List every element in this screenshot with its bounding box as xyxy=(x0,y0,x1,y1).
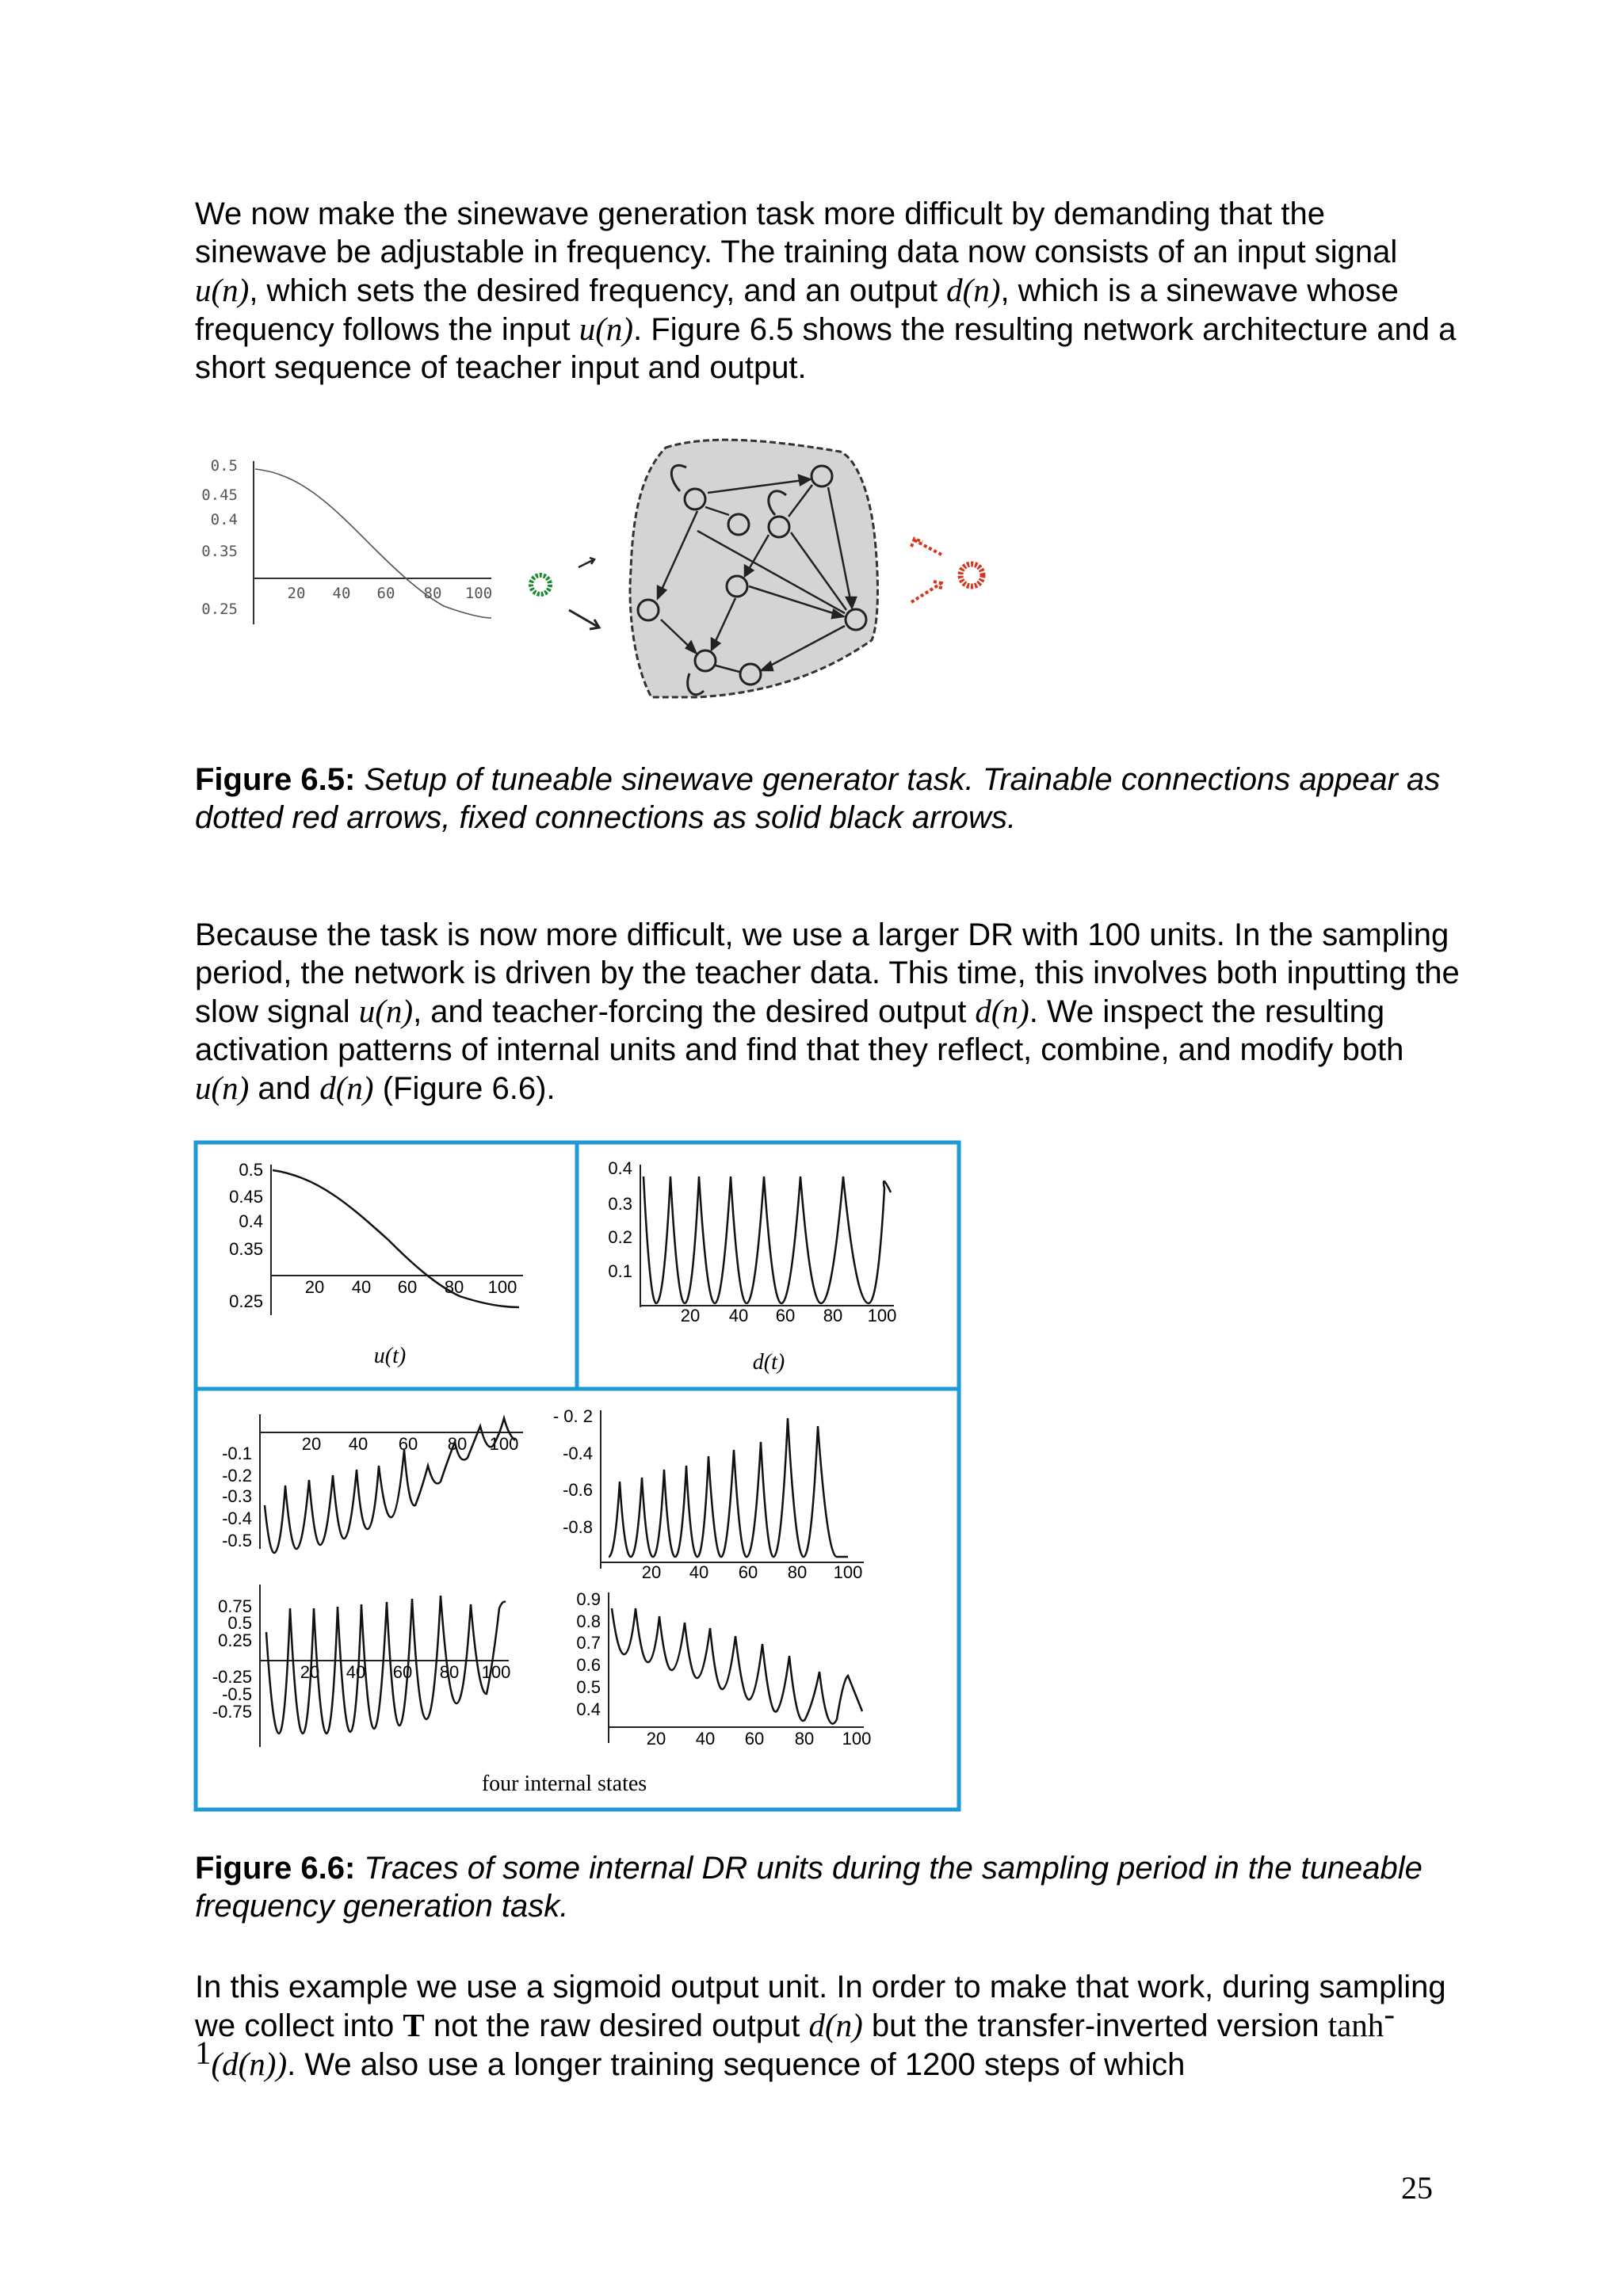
x-tick: 40 xyxy=(348,1434,369,1454)
x-tick: 60 xyxy=(775,1306,796,1325)
x-tick: 40 xyxy=(351,1277,372,1297)
panel-label-u: u(t) xyxy=(373,1344,407,1368)
trainable-arrow-icon xyxy=(915,540,941,555)
x-tick: 40 xyxy=(695,1729,716,1749)
y-tick: 0.5 xyxy=(239,1160,263,1180)
x-tick: 20 xyxy=(287,585,306,602)
y-tick: -0.25 xyxy=(212,1667,252,1687)
math-T: T xyxy=(403,2007,425,2043)
y-tick: 0.6 xyxy=(576,1655,601,1675)
x-tick: 60 xyxy=(744,1729,765,1749)
x-tick: 80 xyxy=(423,585,442,602)
math-u-n: u(n) xyxy=(195,272,250,308)
x-tick: 80 xyxy=(439,1662,460,1682)
text: Because the task is now more difficult, we use a larger DR with 100 units. In the sampling period, the network is driven by the teacher data. This time, this involves both inputting the slow signal xyxy=(195,917,1460,1029)
y-tick: -0.4 xyxy=(222,1508,252,1528)
y-tick: 0.2 xyxy=(608,1227,632,1247)
y-tick: 0.4 xyxy=(210,511,238,528)
reservoir xyxy=(630,440,877,697)
text: In this example we use a sigmoid output unit. In order to make that work, during sampling we collect into xyxy=(195,1970,1446,2043)
y-tick: -0.5 xyxy=(222,1684,252,1704)
x-tick: 100 xyxy=(867,1306,897,1325)
text: , which is a sinewave whose frequency follows the input xyxy=(195,273,1399,347)
panel-state-1 xyxy=(222,1414,523,1553)
panel-state-3 xyxy=(212,1585,511,1747)
x-tick: 20 xyxy=(301,1434,322,1454)
x-tick: 20 xyxy=(304,1277,325,1297)
x-tick: 60 xyxy=(376,585,395,602)
caption-text: Setup of tuneable sinewave generator task. Trainable connections appear as dotted red arrows, fixed connections as solid black arrows. xyxy=(195,762,1441,835)
x-tick: 100 xyxy=(487,1277,517,1297)
x-tick: 80 xyxy=(823,1306,843,1325)
caption-label: Figure 6.6: xyxy=(195,1851,356,1886)
x-tick: 100 xyxy=(833,1562,863,1582)
reservoir-shape xyxy=(630,440,877,697)
x-tick: 80 xyxy=(447,1434,468,1454)
paragraph-1 xyxy=(195,195,1463,387)
math-superscript: -1 xyxy=(195,1995,1395,2071)
trainable-connections xyxy=(911,539,941,602)
d-curve xyxy=(643,1177,891,1303)
math-u-n: u(n) xyxy=(195,1070,250,1106)
y-tick: -0.6 xyxy=(563,1480,593,1500)
fig65-input-plot xyxy=(201,457,492,624)
x-tick: 60 xyxy=(738,1562,758,1582)
text: (Figure 6.6). xyxy=(373,1071,556,1106)
output-unit-icon xyxy=(960,564,983,586)
text: , and teacher-forcing the desired output xyxy=(413,994,976,1029)
panel-u xyxy=(229,1160,523,1368)
y-tick: 0.5 xyxy=(227,1613,252,1633)
x-tick: 60 xyxy=(397,1277,418,1297)
x-tick: 40 xyxy=(346,1662,366,1682)
figure-6-5-caption xyxy=(195,761,1463,837)
math-d-n: d(n) xyxy=(808,2007,863,2043)
x-tick: 100 xyxy=(842,1729,872,1749)
y-tick: 0.75 xyxy=(218,1596,252,1616)
panel-state-4 xyxy=(576,1589,871,1749)
paragraph-3 xyxy=(195,1968,1463,2084)
math-u-n: u(n) xyxy=(579,311,634,347)
x-tick: 20 xyxy=(680,1306,701,1325)
text: but the transfer-inverted version xyxy=(862,2008,1328,2043)
input-arrow-down-icon xyxy=(569,610,599,629)
y-tick: 0.25 xyxy=(201,601,238,618)
y-tick: 0.8 xyxy=(576,1611,601,1631)
text: not the raw desired output xyxy=(424,2008,809,2043)
input-arrow-up-icon xyxy=(579,558,594,567)
trainable-arrow-icon xyxy=(911,583,941,602)
x-tick: 80 xyxy=(794,1729,815,1749)
page-number: 25 xyxy=(1401,2170,1433,2206)
y-tick: -0.3 xyxy=(222,1486,252,1506)
state-4-curve xyxy=(612,1608,862,1724)
text: , which sets the desired frequency, and an output xyxy=(249,273,947,308)
panel-state-2 xyxy=(553,1406,864,1582)
x-tick: 20 xyxy=(646,1729,666,1749)
y-tick: 0.9 xyxy=(576,1589,601,1609)
y-tick: 0.4 xyxy=(608,1158,632,1178)
x-tick: 40 xyxy=(689,1562,709,1582)
panel-label-d: d(t) xyxy=(752,1350,785,1375)
y-tick: -0.8 xyxy=(563,1517,593,1537)
x-tick: 100 xyxy=(489,1434,519,1454)
figure-6-6-caption xyxy=(195,1849,1463,1925)
y-tick: -0.75 xyxy=(212,1702,252,1722)
x-tick: 60 xyxy=(392,1662,413,1682)
figure-6-6 xyxy=(0,1133,1623,1822)
y-tick: 0.25 xyxy=(218,1630,252,1650)
y-tick: 0.3 xyxy=(608,1194,632,1214)
math-d-n: (d(n)) xyxy=(211,2046,288,2082)
y-tick: 0.45 xyxy=(229,1187,263,1207)
math-d-n: d(n) xyxy=(946,272,1001,308)
text: We now make the sinewave generation task more difficult by demanding that the sinewave be adjustable in frequency. The training data now consists of an input signal xyxy=(195,196,1398,269)
y-tick: 0.1 xyxy=(608,1261,632,1281)
y-tick: 0.5 xyxy=(210,457,238,475)
y-tick: -0.4 xyxy=(563,1444,593,1463)
text: . We inspect the resulting activation patterns of internal units and find that they reflect, combine, and modify both xyxy=(195,994,1404,1067)
y-tick: 0.35 xyxy=(229,1239,263,1259)
x-tick: 100 xyxy=(481,1662,511,1682)
y-tick: -0.1 xyxy=(222,1444,252,1463)
x-tick: 40 xyxy=(332,585,351,602)
y-tick: 0.35 xyxy=(201,543,238,560)
y-tick: 0.5 xyxy=(576,1677,601,1697)
state-2-curve xyxy=(609,1418,848,1557)
x-tick: 40 xyxy=(728,1306,749,1325)
math-tanh: tanh xyxy=(1327,2007,1384,2043)
caption-text: Traces of some internal DR units during the sampling period in the tuneable frequency generation task. xyxy=(195,1851,1423,1924)
y-tick: 0.4 xyxy=(576,1699,601,1719)
y-tick: 0.25 xyxy=(229,1291,263,1311)
x-tick: 60 xyxy=(398,1434,418,1454)
panel-label-internal-states: four internal states xyxy=(481,1772,647,1796)
paragraph-2 xyxy=(195,916,1463,1108)
input-unit-icon xyxy=(531,575,550,594)
y-tick: 0.45 xyxy=(201,486,238,504)
text: . Figure 6.5 shows the resulting network architecture and a short sequence of teacher input and output. xyxy=(195,312,1457,385)
text: . We also use a longer training sequence of 1200 steps of which xyxy=(287,2047,1186,2082)
math-d-n: d(n) xyxy=(975,993,1029,1029)
y-tick: 0.4 xyxy=(239,1211,263,1231)
y-tick: -0.2 xyxy=(222,1466,252,1486)
x-tick: 20 xyxy=(641,1562,662,1582)
x-tick: 100 xyxy=(464,585,493,602)
x-tick: 20 xyxy=(300,1662,320,1682)
x-tick: 80 xyxy=(444,1277,464,1297)
figure-6-5 xyxy=(0,428,1623,713)
x-tick: 80 xyxy=(787,1562,808,1582)
y-tick: -0.5 xyxy=(222,1531,252,1550)
math-d-n: d(n) xyxy=(319,1070,374,1106)
math-u-n: u(n) xyxy=(358,993,414,1029)
text: and xyxy=(249,1071,320,1106)
caption-label: Figure 6.5: xyxy=(195,762,356,797)
y-tick: 0.7 xyxy=(576,1633,601,1653)
panel-d xyxy=(608,1158,896,1375)
y-tick: - 0. 2 xyxy=(552,1406,593,1426)
